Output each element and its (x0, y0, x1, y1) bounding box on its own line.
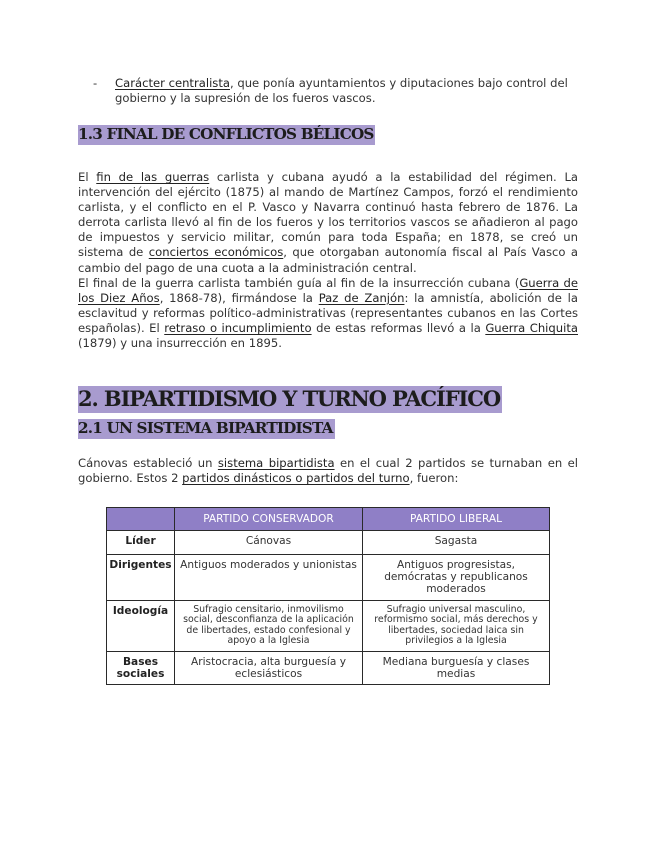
term-conciertos-economicos: conciertos económicos (148, 245, 284, 260)
table-row (107, 600, 550, 651)
text-run: en el cual 2 partidos se turnaban en el gobierno. Estos 2 (78, 456, 578, 486)
parties-comparison-table (106, 507, 550, 685)
text-run: carlista y cubana ayudó a la estabilidad del régimen. La intervención del ejército (1875) al mando de Martínez Campos, forzó el rendimiento carlista, y el conflicto en el P. Vasco y Navarra continuó hasta febrero de 1876. La derrota carlista llevó al fin de los fueros y los territorios vascos se añadieron al pago de impuestos y servicio militar, común para toda España; en 1878, se creó un sistema de (78, 170, 579, 260)
section-heading-1-3: 1.3 FINAL DE CONFLICTOS BÉLICOS (78, 125, 374, 143)
text-run: El (78, 170, 97, 184)
cell-liberal: Sagasta (363, 531, 550, 555)
cell-liberal: Antiguos progresistas, demócratas y republicanos moderados (363, 555, 550, 601)
paragraph-fin-conflictos (78, 170, 578, 351)
table-header-corner (107, 508, 175, 531)
term-guerra-diez-anos: Guerra de los Diez Años (78, 275, 578, 305)
row-label-lider: Líder (107, 531, 175, 555)
cell-liberal: Sufragio universal masculino, reformismo social, más derechos y libertades, sociedad laica sin privilegios a la Iglesia (363, 600, 550, 651)
cell-conservador: Aristocracia, alta burguesía y eclesiásticos (175, 651, 363, 684)
text-run: de estas reformas llevó a la (311, 320, 486, 335)
section-heading-2-1: 2.1 UN SISTEMA BIPARTIDISTA (78, 419, 333, 437)
table-row (107, 531, 550, 555)
text-run: , que otorgaban autonomía fiscal al País Vasco a cambio del pago de una cuota a la administración central. (78, 245, 578, 275)
cell-liberal: Mediana burguesía y clases medias (363, 651, 550, 684)
text-run: Cánovas estableció un (78, 456, 218, 470)
row-label-bases-sociales: Bases sociales (107, 651, 175, 684)
table-row (107, 555, 550, 601)
text-run: (1879) y una insurrección en 1895. (78, 336, 282, 351)
term-guerra-chiquita: Guerra Chiquita (485, 320, 578, 335)
table-header-row (107, 508, 550, 531)
text-run: , 1868-78), firmándose la (159, 290, 319, 305)
bullet-dash: - (93, 76, 98, 90)
bullet-text (115, 76, 583, 106)
table-header-conservador: PARTIDO CONSERVADOR (175, 508, 363, 531)
table-header-liberal: PARTIDO LIBERAL (363, 508, 550, 531)
row-label-ideologia: Ideología (107, 600, 175, 651)
text-run: : la amnistía, abolición de la esclavitud y reformas político-administrativas (representantes cubanos en las Cortes españolas). El (78, 290, 578, 335)
term-fin-de-las-guerras: fin de las guerras (96, 170, 210, 184)
cell-conservador: Antiguos moderados y unionistas (175, 555, 363, 601)
section-heading-2: 2. BIPARTIDISMO Y TURNO PACÍFICO (78, 386, 502, 413)
cell-conservador: Cánovas (175, 531, 363, 555)
paragraph-sistema-bipartidista (78, 456, 578, 486)
text-run: El final de la guerra carlista también guía al fin de la insurrección cubana ( (78, 275, 520, 290)
term-paz-de-zanjon: Paz de Zanjón (318, 290, 405, 305)
term-partidos-dinasticos: partidos dinásticos o partidos del turno (182, 471, 410, 486)
row-label-dirigentes: Dirigentes (107, 555, 175, 601)
table-row (107, 651, 550, 684)
term-sistema-bipartidista: sistema bipartidista (217, 456, 335, 470)
term-caracter-centralista: Carácter centralista (115, 76, 230, 90)
text-run: , fueron: (409, 471, 459, 486)
bullet-rest: , que ponía ayuntamientos y diputaciones bajo control del gobierno y la supresión de los fueros vascos. (115, 76, 568, 105)
bullet-item-centralista (93, 76, 583, 106)
cell-conservador: Sufragio censitario, inmovilismo social, desconfianza de la aplicación de libertades, estado confesional y apoyo a la Iglesia (175, 600, 363, 651)
term-retraso-incumplimiento: retraso o incumplimiento (164, 320, 312, 335)
